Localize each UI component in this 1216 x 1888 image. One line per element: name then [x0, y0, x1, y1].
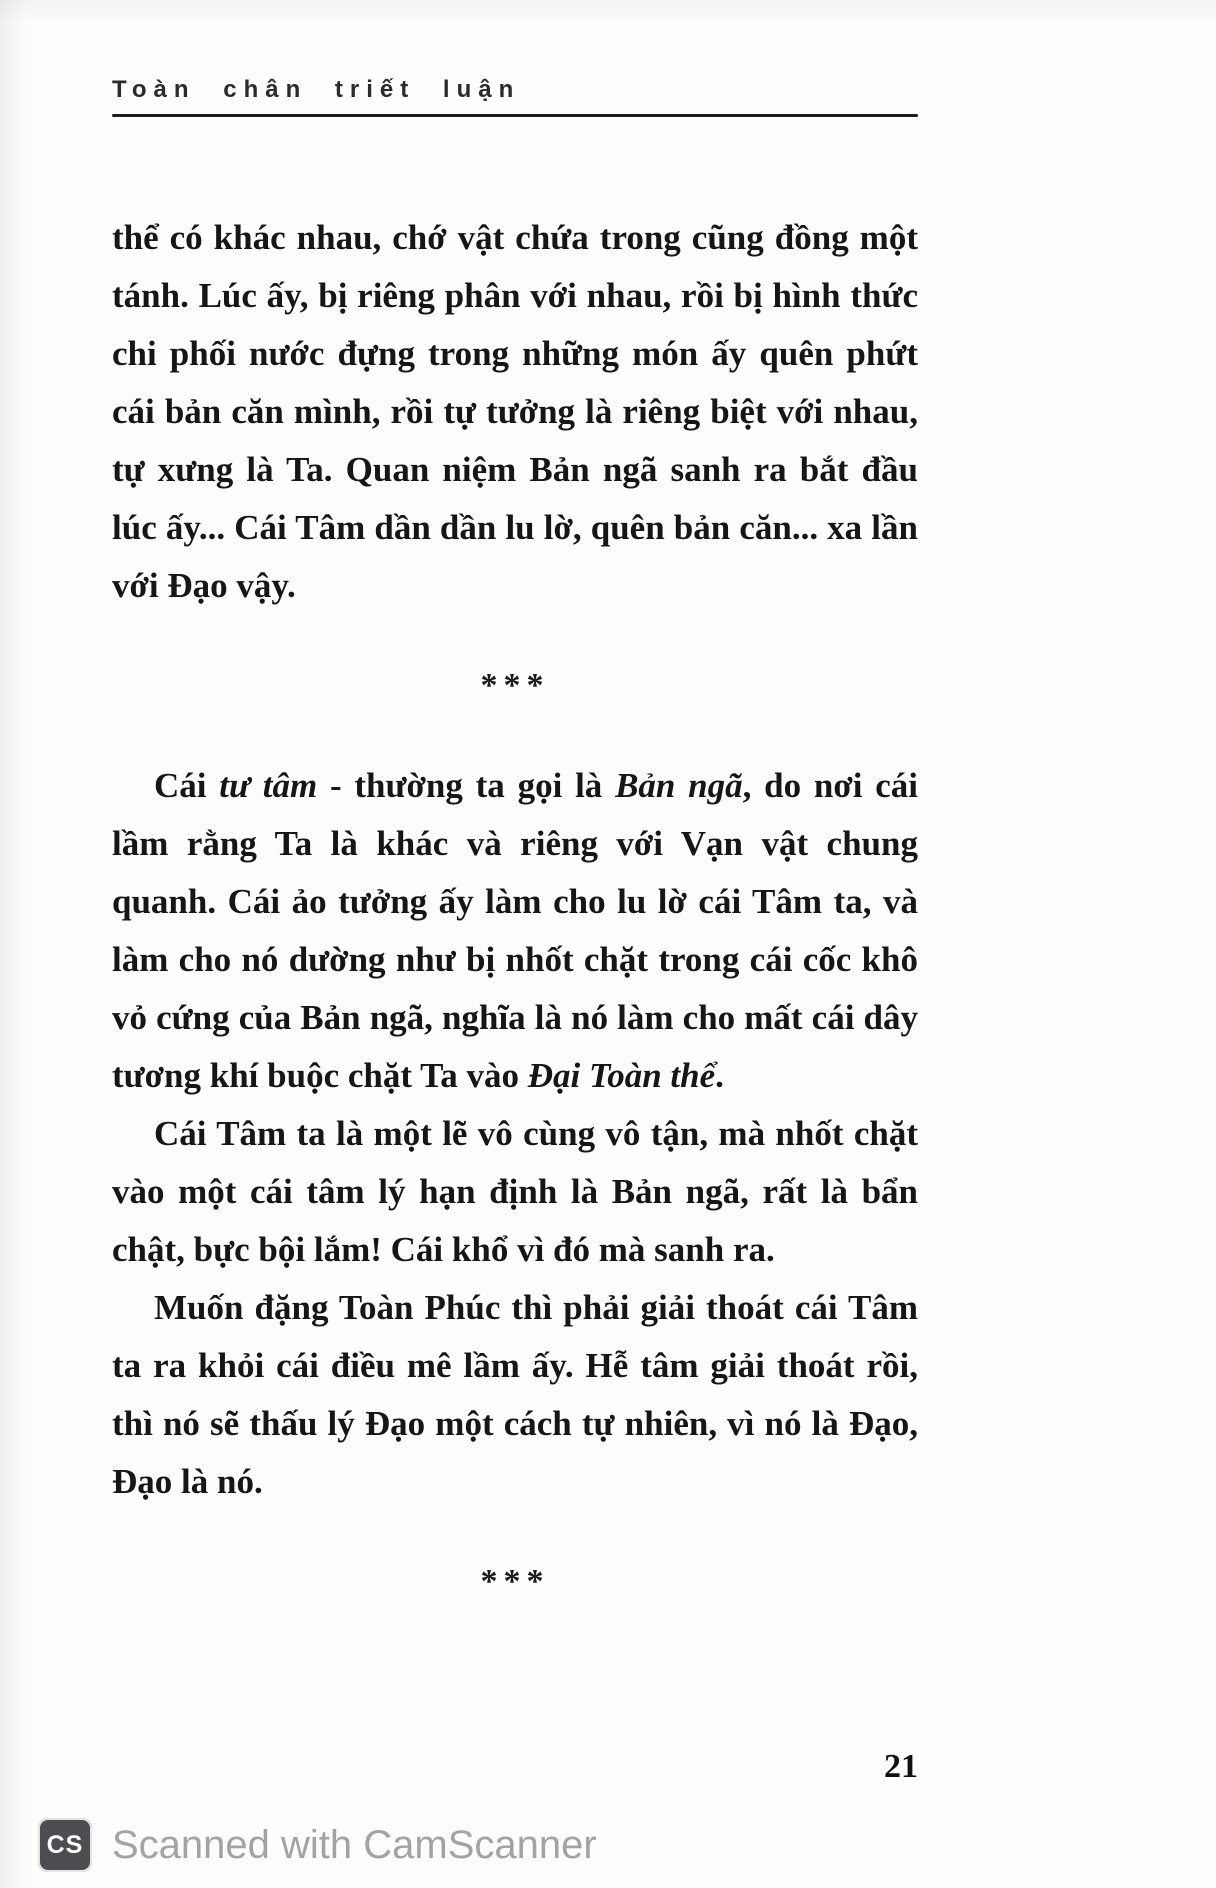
text-segment: tư tâm	[219, 766, 318, 805]
paragraph	[112, 1105, 918, 1279]
page-header-title: Toàn chân triết luận	[112, 76, 521, 103]
text-segment: - thường ta gọi là	[317, 766, 616, 805]
text-segment: Đại Toàn thể	[527, 1056, 716, 1095]
camscanner-watermark	[38, 1818, 597, 1872]
paragraph	[112, 1279, 918, 1511]
text-segment: thể có khác nhau, chớ vật chứa trong cũng đồng một tánh. Lúc ấy, bị riêng phân với nhau, rồi bị hình thức chi phối nước đựng trong những món ấy quên phứt cái bản căn mình, rồi tự tưởng là riêng biệt với nhau, tự xưng là Ta. Quan niệm Bản ngã sanh ra bắt đầu lúc ấy... Cái Tâm dần dần lu lờ, quên bản căn... xa lần với Đạo vậy.	[112, 218, 918, 605]
running-header	[112, 76, 918, 117]
text-segment: Muốn đặng Toàn Phúc thì phải giải thoát cái Tâm ta ra khỏi cái điều mê lầm ấy. Hễ tâm giải thoát rồi, thì nó sẽ thấu lý Đạo một cách tự nhiên, vì nó là Đạo, Đạo là nó.	[112, 1288, 918, 1501]
text-segment: , do nơi cái lầm rằng Ta là khác và riêng với Vạn vật chung quanh. Cái ảo tưởng ấy làm cho lu lờ cái Tâm ta, và làm cho nó dường như bị nhốt chặt trong cái cốc khô vỏ cứng của Bản ngã, nghĩa là nó làm cho mất cái dây tương khí buộc chặt Ta vào	[112, 766, 919, 1095]
header-rule	[112, 114, 918, 117]
text-segment: Bản ngã	[615, 766, 743, 805]
camscanner-logo-icon	[38, 1818, 92, 1872]
page-number: 21	[884, 1748, 918, 1785]
paragraph	[112, 209, 918, 615]
page-body-text	[112, 209, 918, 1611]
camscanner-logo-text: CS	[46, 1830, 84, 1859]
text-segment: Cái Tâm ta là một lẽ vô cùng vô tận, mà nhốt chặt vào một cái tâm lý hạn định là Bản ngã, rất là bẩn chật, bực bội lắm! Cái khổ vì đó mà sanh ra.	[112, 1114, 918, 1269]
section-separator: ***	[480, 1563, 550, 1600]
camscanner-watermark-text: Scanned with CamScanner	[112, 1822, 597, 1867]
text-segment: .	[715, 1056, 724, 1095]
text-segment: Cái	[154, 766, 220, 805]
paragraph	[112, 757, 918, 1105]
section-separator: ***	[480, 667, 550, 704]
